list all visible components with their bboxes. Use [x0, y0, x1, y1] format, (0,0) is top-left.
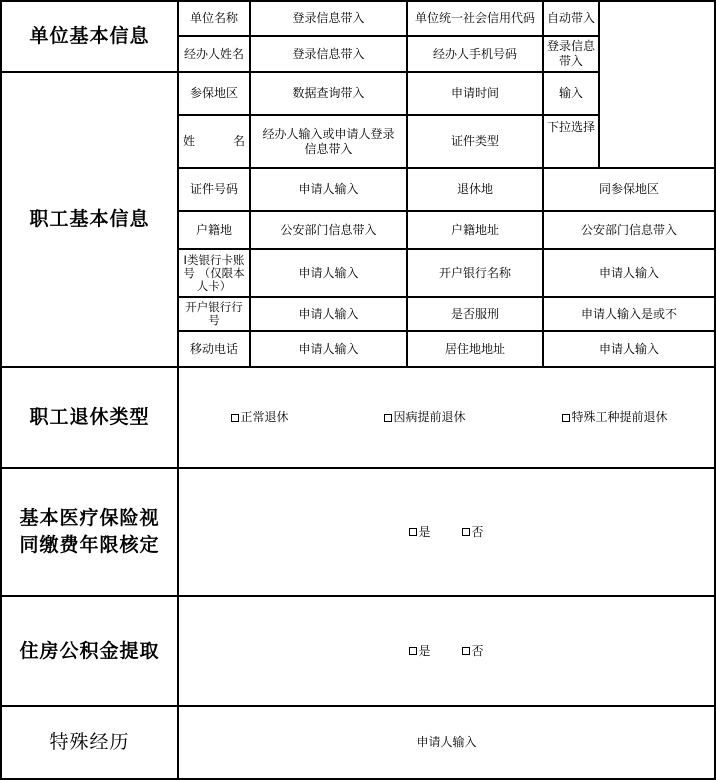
- retire-option-label: 正常退休: [240, 410, 289, 424]
- retire-option-label: 因病提前退休: [393, 410, 466, 424]
- name-label-part2: 名: [232, 134, 245, 148]
- checkbox-icon: [409, 528, 417, 536]
- insured-area-value: 数据查询带入: [292, 86, 365, 100]
- hukou-label: 户籍地: [195, 222, 232, 237]
- agent-phone-value: 登录信息带入: [546, 39, 595, 68]
- section-title-medical: 基本医疗保险视同缴费年限核定: [19, 507, 160, 556]
- bank-card-label: I类银行卡账号 （仅限本人卡）: [183, 252, 245, 293]
- housing-yes-label: 是: [418, 643, 431, 658]
- housing-yes-option[interactable]: [395, 597, 445, 705]
- checkbox-icon: [409, 647, 417, 655]
- bank-name-label: 开户银行名称: [438, 265, 511, 280]
- medical-yes-label: 是: [418, 524, 431, 539]
- id-type-value: 下拉选择: [546, 120, 595, 134]
- retire-place-label: 退休地: [456, 182, 493, 196]
- checkbox-icon: [462, 647, 470, 655]
- checkbox-icon: [384, 414, 392, 422]
- retire-option-normal[interactable]: [200, 368, 320, 467]
- housing-no-option[interactable]: [448, 597, 498, 705]
- hukou-address-label: 户籍地址: [450, 222, 499, 237]
- credit-code-value: 自动带入: [546, 11, 595, 25]
- checkbox-icon: [231, 414, 239, 422]
- hukou-address-value: 公安部门信息带入: [580, 222, 677, 237]
- retire-place-value: 同参保地区: [598, 182, 659, 196]
- medical-yes-option[interactable]: [395, 469, 445, 595]
- name-label: [179, 116, 249, 167]
- housing-no-label: 否: [471, 643, 484, 658]
- retire-option-special-job[interactable]: [535, 368, 695, 467]
- checkbox-icon: [562, 414, 570, 422]
- grid-line: [598, 0, 600, 168]
- sentenced-value: 申请人输入是或不: [580, 306, 677, 321]
- apply-time-label: 申请时间: [450, 86, 499, 100]
- mobile-label: 移动电话: [189, 341, 238, 356]
- bank-name-value: 申请人输入: [598, 265, 659, 280]
- name-label-part1: 姓: [183, 134, 196, 148]
- unit-name-value: 登录信息带入: [292, 11, 365, 25]
- agent-name-value: 登录信息带入: [292, 46, 365, 61]
- section-title-special: 特殊经历: [49, 731, 130, 753]
- medical-no-label: 否: [471, 524, 484, 539]
- address-value: 申请人输入: [598, 341, 659, 356]
- special-experience-value[interactable]: 申请人输入: [416, 735, 477, 749]
- bank-branch-label: 开户银行行号: [185, 300, 243, 327]
- retire-option-label: 特殊工种提前退休: [571, 410, 668, 424]
- bank-branch-value: 申请人输入: [298, 306, 359, 321]
- medical-no-option[interactable]: [448, 469, 498, 595]
- id-no-label: 证件号码: [189, 182, 238, 196]
- checkbox-icon: [462, 528, 470, 536]
- credit-code-label: 单位统一社会信用代码: [414, 11, 535, 25]
- section-title-unit: 单位基本信息: [29, 25, 150, 47]
- agent-name-label: 经办人姓名: [183, 46, 244, 61]
- section-title-employee: 职工基本信息: [29, 208, 150, 230]
- section-title-retire-type: 职工退休类型: [29, 406, 150, 428]
- sentenced-label: 是否服刑: [450, 306, 499, 321]
- apply-time-value: 输入: [558, 86, 583, 100]
- name-value: 经办人输入或申请人登录信息带入: [262, 126, 395, 156]
- bank-card-value: 申请人输入: [298, 265, 359, 280]
- id-no-value: 申请人输入: [298, 182, 359, 196]
- agent-phone-label: 经办人手机号码: [432, 46, 517, 61]
- retire-option-illness[interactable]: [360, 368, 490, 467]
- section-title-housing-fund: 住房公积金提取: [19, 639, 160, 662]
- hukou-value: 公安部门信息带入: [280, 222, 377, 237]
- address-label: 居住地地址: [444, 341, 505, 356]
- unit-name-label: 单位名称: [189, 11, 238, 25]
- mobile-value: 申请人输入: [298, 341, 359, 356]
- insured-area-label: 参保地区: [189, 86, 238, 100]
- id-type-label: 证件类型: [450, 134, 499, 148]
